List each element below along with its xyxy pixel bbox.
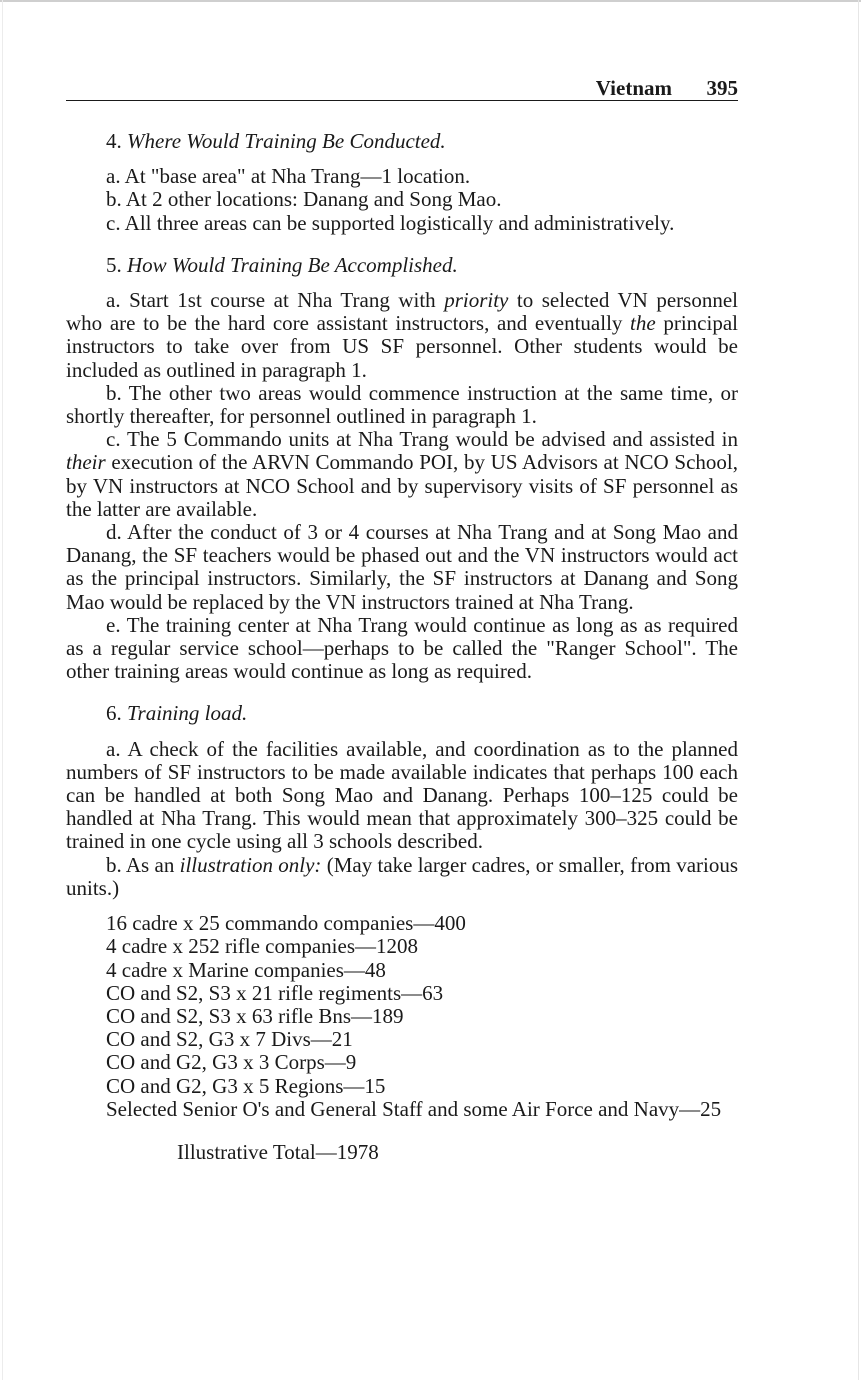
list-item: CO and G2, G3 x 3 Corps—9 — [106, 1050, 357, 1075]
section-6-number: 6. — [106, 701, 122, 726]
para-text: (May take larger cadres, or smaller, from various units.) — [66, 852, 739, 900]
para-text: principal instructors to take over from US SF personnel. Other students would be included as outlined in paragraph 1. — [66, 311, 738, 382]
list-item: CO and S2, G3 x 7 Divs—21 — [106, 1027, 353, 1052]
list-item: CO and G2, G3 x 5 Regions—15 — [106, 1073, 386, 1098]
para-text: c. The 5 Commando units at Nha Trang would be advised and assisted in — [106, 427, 738, 452]
scan-right-edge — [858, 0, 859, 1380]
section-4-para-a: a. At "base area" at Nha Trang—1 location. — [106, 164, 471, 189]
emphasis: their — [66, 450, 106, 475]
section-5-heading — [66, 254, 738, 277]
section-6-heading — [66, 702, 738, 725]
section-6-para-b — [66, 854, 738, 900]
section-4-para-b: b. At 2 other locations: Danang and Song Mao. — [106, 187, 502, 212]
section-6-para-a: a. A check of the facilities available, and coordination as to the planned numbers of SF instructors to be made available indicates that perhaps 100 each can be handled at both Song Mao and Danang. Perhaps 100–125 could be handled at Nha Trang. This would mean that approximately 300–325 could be trained in one cycle using all 3 schools described. — [66, 736, 738, 854]
list-item: CO and S2, S3 x 21 rifle regiments—63 — [106, 980, 444, 1005]
emphasis: illustration only: — [179, 852, 322, 877]
list-item: Selected Senior O's and General Staff and some Air Force and Navy—25 — [106, 1096, 722, 1121]
section-5-para-e: e. The training center at Nha Trang would continue as long as as required as a regular service school—perhaps to be called the "Ranger School". The other training areas would continue as long as required. — [66, 612, 738, 684]
list-item: CO and S2, S3 x 63 rifle Bns—189 — [106, 1003, 404, 1028]
para-text: b. As an — [106, 852, 180, 877]
section-5-title: How Would Training Be Accomplished. — [127, 252, 458, 277]
section-6-title: Training load. — [127, 701, 248, 726]
list-item: 4 cadre x Marine companies—48 — [106, 957, 386, 982]
page-body — [66, 130, 738, 1164]
running-title: Vietnam — [595, 76, 672, 100]
section-4-heading — [66, 130, 738, 153]
illustration-list — [66, 912, 738, 1121]
para-text: execution of the ARVN Commando POI, by US Advisors at NCO School, by VN instructors at NCO School and by supervisory visits of SF personnel as the latter are available. — [66, 450, 738, 521]
list-item: 4 cadre x 252 rifle companies—1208 — [106, 934, 418, 959]
section-5-para-d: d. After the conduct of 3 or 4 courses at Nha Trang and at Song Mao and Danang, the SF teachers would be phased out and the VN instructors would act as the principal instructors. Similarly, the SF instructors at Danang and Song Mao would be replaced by the VN instructors trained at Nha Trang. — [66, 520, 738, 614]
illustrative-total: Illustrative Total—1978 — [177, 1139, 379, 1164]
section-5-number: 5. — [106, 252, 122, 277]
page-number: 395 — [706, 76, 738, 100]
list-item: 16 cadre x 25 commando companies—400 — [106, 911, 466, 936]
scan-left-edge — [2, 0, 3, 1380]
running-header — [66, 76, 738, 101]
scan-top-edge — [0, 0, 861, 2]
section-4-para-c: c. All three areas can be supported logistically and administratively. — [106, 210, 675, 235]
emphasis: the — [630, 311, 656, 336]
section-5-para-a — [66, 289, 738, 382]
para-text: a. Start 1st course at Nha Trang with — [106, 288, 445, 313]
section-5-para-b: b. The other two areas would commence instruction at the same time, or shortly thereafter, for personnel outlined in paragraph 1. — [66, 380, 738, 429]
para-text: to selected VN personnel who are to be the hard core assistant instructors, and eventually — [66, 288, 739, 336]
section-4-number: 4. — [106, 129, 122, 153]
section-5-para-c — [66, 428, 738, 521]
emphasis: priority — [444, 288, 509, 313]
section-4-title: Where Would Training Be Conducted. — [127, 129, 446, 153]
